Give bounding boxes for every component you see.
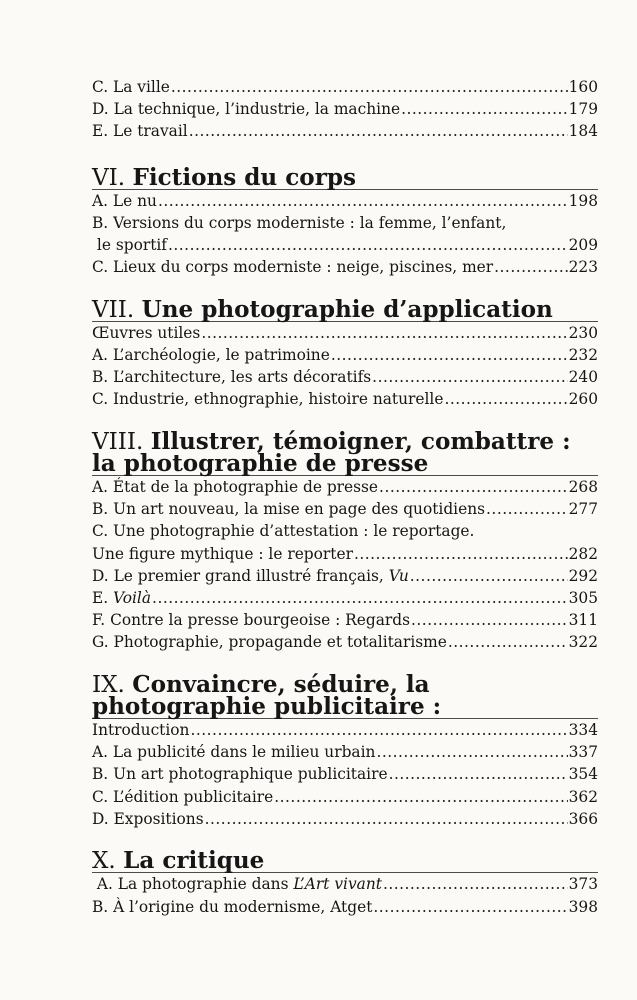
section-title: Une photographie d’application: [141, 295, 553, 323]
entry-label: E.: [92, 589, 109, 608]
toc-section-vii: [92, 295, 598, 411]
entry-label: A. L’archéologie, le patrimoine: [92, 346, 330, 365]
entry-label: B. Un art photographique publicitaire: [92, 765, 388, 784]
dot-leader: [410, 565, 568, 587]
entry-label-italic: Vu: [388, 566, 409, 585]
entry-page: 292: [568, 566, 598, 585]
section-number: VI.: [92, 164, 126, 191]
entry-page: 362: [568, 787, 598, 806]
section-number: VIII.: [92, 428, 144, 455]
dot-leader: [274, 786, 567, 808]
toc-entry: [92, 786, 598, 808]
dot-leader: [373, 896, 567, 918]
entry-page: 223: [568, 258, 598, 277]
entry-label: A. État de la photographie de presse: [92, 478, 379, 497]
dot-leader: [158, 190, 568, 212]
entry-page: 282: [568, 544, 598, 563]
entry-label: C. Industrie, ethnographie, histoire naturelle: [92, 390, 444, 409]
toc-entry: [92, 609, 598, 631]
toc-entry: [92, 498, 598, 520]
entry-page: 160: [568, 78, 598, 96]
toc-entry: [92, 344, 598, 366]
entry-label: A. Le nu: [92, 191, 157, 210]
dot-leader: [448, 631, 568, 653]
toc-entry: [92, 719, 598, 741]
dot-leader: [383, 873, 568, 895]
toc-entry: [92, 543, 598, 565]
entry-page: 184: [568, 122, 598, 141]
dot-leader: [389, 763, 568, 785]
entry-label-wrap: [92, 565, 409, 587]
entry-page: 240: [568, 368, 598, 387]
toc-section-ix: [92, 670, 598, 830]
entry-label: B. À l’origine du modernisme, Atget: [92, 897, 373, 916]
entry-label: D. Le premier grand illustré français,: [92, 566, 384, 585]
dot-leader: [205, 808, 568, 830]
entry-page: 268: [568, 478, 598, 497]
dot-leader: [189, 120, 568, 142]
toc-entry: [92, 388, 598, 410]
entry-label: C. La ville: [92, 78, 170, 96]
section-number: VII.: [92, 296, 135, 323]
dot-leader: [372, 366, 567, 388]
toc-entry: [92, 587, 598, 609]
toc-entry: [92, 366, 598, 388]
table-of-contents: [92, 76, 598, 932]
entry-label: A. La photographie dans: [92, 875, 289, 894]
dot-leader: [494, 256, 567, 278]
entry-page: 232: [568, 346, 598, 365]
entry-label: D. La technique, l’industrie, la machine: [92, 100, 401, 119]
toc-entry: [92, 565, 598, 587]
toc-entry: [92, 763, 598, 785]
section-heading: [92, 670, 598, 720]
entry-page: 305: [568, 589, 598, 608]
entry-page: 311: [568, 611, 598, 630]
section-number: X.: [92, 848, 116, 875]
toc-entry: [92, 322, 598, 344]
entry-label: Introduction: [92, 721, 190, 740]
section-title: La critique: [123, 847, 265, 875]
entry-page: 277: [568, 500, 598, 519]
dot-leader: [376, 741, 567, 763]
dot-leader: [168, 234, 568, 256]
entry-page: 337: [568, 743, 598, 762]
section-heading: [92, 163, 598, 191]
toc-entry: [92, 741, 598, 763]
dot-leader: [201, 322, 567, 344]
dot-leader: [379, 476, 568, 498]
toc-entry: [92, 120, 598, 142]
entry-label: E. Le travail: [92, 122, 188, 141]
entry-label: le sportif: [92, 236, 167, 255]
dot-leader: [190, 719, 567, 741]
toc-entry: [92, 190, 598, 212]
section-heading: [92, 295, 598, 323]
section-title: Convaincre, séduire, la photographie publicitaire :: [92, 670, 442, 720]
entry-label-italic: Voilà: [113, 589, 152, 608]
dot-leader: [486, 498, 568, 520]
entry-label: C. Lieux du corps moderniste : neige, piscines, mer: [92, 258, 494, 277]
entry-label: C. L’édition publicitaire: [92, 787, 274, 806]
entry-label-italic: L’Art vivant: [293, 875, 382, 894]
entry-label: Une figure mythique : le reporter: [92, 544, 353, 563]
toc-entry: [92, 896, 598, 918]
dot-leader: [444, 388, 567, 410]
entry-label-wrap: [92, 587, 151, 609]
entry-page: 373: [568, 875, 598, 894]
entry-page: 366: [568, 809, 598, 828]
toc-entry: [92, 98, 598, 120]
entry-label: D. Expositions: [92, 809, 204, 828]
entry-label-line1: B. Versions du corps moderniste : la femme, l’enfant,: [92, 214, 507, 233]
section-heading: [92, 847, 598, 875]
toc-section-vi: [92, 163, 598, 279]
entry-label-line1: C. Une photographie d’attestation : le reportage.: [92, 522, 475, 541]
entry-label: B. L’architecture, les arts décoratifs: [92, 368, 372, 387]
dot-leader: [331, 344, 568, 366]
entry-label: G. Photographie, propagande et totalitarisme: [92, 633, 447, 652]
toc-section-x: [92, 847, 598, 918]
section-title: Illustrer, témoigner, combattre : la photographie de presse: [92, 427, 571, 477]
dot-leader: [401, 98, 568, 120]
section-heading: [92, 427, 598, 477]
entry-label: A. La publicité dans le milieu urbain: [92, 743, 376, 762]
toc-entry: [92, 234, 598, 256]
toc-entry: [92, 631, 598, 653]
entry-label: Œuvres utiles: [92, 323, 201, 342]
section-title: Fictions du corps: [132, 163, 356, 191]
toc-entry: [92, 808, 598, 830]
dot-leader: [411, 609, 568, 631]
section-number: IX.: [92, 671, 125, 698]
dot-leader: [171, 76, 568, 98]
entry-page: 260: [568, 390, 598, 409]
entry-page: 322: [568, 633, 598, 652]
toc-entry: [92, 76, 598, 98]
entry-page: 179: [568, 100, 598, 119]
entry-page: 209: [568, 236, 598, 255]
toc-section-viii: [92, 427, 598, 654]
toc-entry: [92, 873, 598, 895]
entry-page: 334: [568, 721, 598, 740]
entry-page: 230: [568, 323, 598, 342]
entry-label: B. Un art nouveau, la mise en page des quotidiens: [92, 500, 486, 519]
entry-label: F. Contre la presse bourgeoise : Regards: [92, 611, 411, 630]
dot-leader: [354, 543, 568, 565]
entry-page: 398: [568, 897, 598, 916]
entry-page: 198: [568, 191, 598, 210]
entry-label-wrap: [92, 873, 382, 895]
toc-entry: [92, 256, 598, 278]
toc-section-continued: [92, 76, 598, 143]
entry-page: 354: [568, 765, 598, 784]
dot-leader: [152, 587, 568, 609]
toc-entry: [92, 476, 598, 498]
